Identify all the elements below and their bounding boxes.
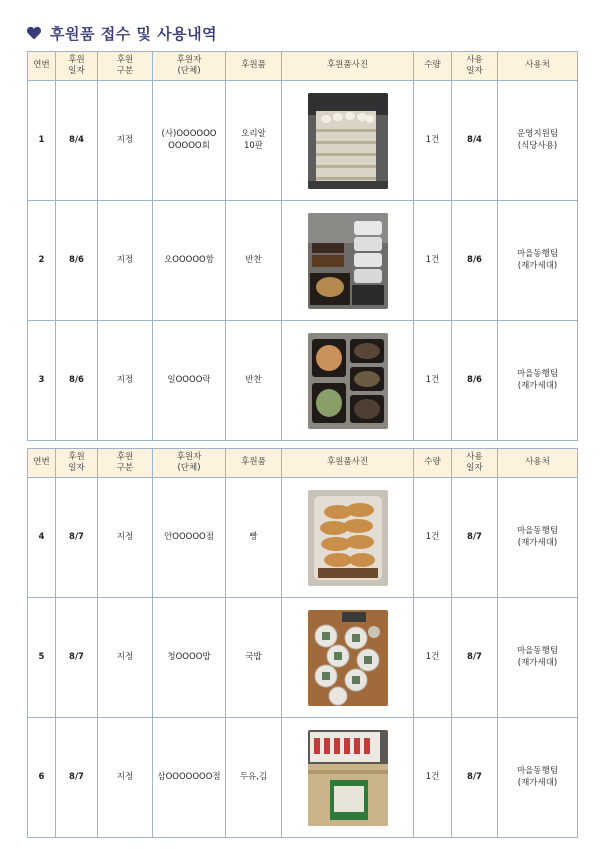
cell-photo <box>282 718 414 838</box>
cell-date: 8/6 <box>56 321 98 441</box>
header-photo: 후원품사진 <box>282 449 414 478</box>
cell-item: 오리알 10판 <box>226 81 282 201</box>
cell-usage: 마을동행팀 (재가세대) <box>498 478 578 598</box>
page-title-bar <box>26 22 217 44</box>
cell-type: 지정 <box>98 718 153 838</box>
header-donor: 후원자 (단체) <box>153 449 226 478</box>
cell-type: 지정 <box>98 81 153 201</box>
table-row <box>28 81 578 201</box>
cell-type: 지정 <box>98 201 153 321</box>
soymilk-seaweed-boxes-photo <box>308 730 388 826</box>
page-title: 후원품 접수 및 사용내역 <box>50 24 218 43</box>
cell-photo <box>282 598 414 718</box>
cell-qty: 1건 <box>414 81 452 201</box>
cell-donor: 오OOOOO함 <box>153 201 226 321</box>
header-usage: 사용처 <box>498 52 578 81</box>
cell-donor: 청OOOO밥 <box>153 598 226 718</box>
cell-type: 지정 <box>98 598 153 718</box>
cell-date: 8/6 <box>56 201 98 321</box>
cell-donor: 안OOOOO점 <box>153 478 226 598</box>
cell-seq: 6 <box>28 718 56 838</box>
cell-use-date: 8/7 <box>452 598 498 718</box>
cell-qty: 1건 <box>414 478 452 598</box>
header-seq: 연번 <box>28 449 56 478</box>
cell-usage: 마을동행팀 (재가세대) <box>498 598 578 718</box>
heart-icon <box>26 25 42 41</box>
cell-use-date: 8/7 <box>452 478 498 598</box>
header-type: 후원 구분 <box>98 52 153 81</box>
cell-seq: 2 <box>28 201 56 321</box>
table-header-row <box>28 449 578 478</box>
cell-usage: 마을동행팀 (재가세대) <box>498 718 578 838</box>
cell-item: 반찬 <box>226 201 282 321</box>
cell-donor: 일OOOO락 <box>153 321 226 441</box>
header-item: 후원품 <box>226 449 282 478</box>
table-header-row <box>28 52 578 81</box>
table-row <box>28 321 578 441</box>
header-qty: 수량 <box>414 449 452 478</box>
side-dish-boxes-photo <box>308 333 388 429</box>
gukbap-containers-photo <box>308 610 388 706</box>
cell-date: 8/7 <box>56 718 98 838</box>
header-usage: 사용처 <box>498 449 578 478</box>
donation-table-1 <box>27 51 578 441</box>
cell-seq: 1 <box>28 81 56 201</box>
cell-item: 반찬 <box>226 321 282 441</box>
cell-donor: (사)OOOOOO OOOOO회 <box>153 81 226 201</box>
cell-date: 8/7 <box>56 478 98 598</box>
cell-qty: 1건 <box>414 321 452 441</box>
cell-item: 두유,김 <box>226 718 282 838</box>
donation-table-2 <box>27 448 578 838</box>
cell-date: 8/7 <box>56 598 98 718</box>
cell-seq: 4 <box>28 478 56 598</box>
cell-qty: 1건 <box>414 598 452 718</box>
cell-type: 지정 <box>98 321 153 441</box>
egg-trays-photo <box>308 93 388 189</box>
cell-seq: 3 <box>28 321 56 441</box>
header-type: 후원 구분 <box>98 449 153 478</box>
header-use-date: 사용 일자 <box>452 449 498 478</box>
header-date: 후원 일자 <box>56 449 98 478</box>
cell-usage: 운영지원팀 (식당사용) <box>498 81 578 201</box>
cell-donor: 삼OOOOOOO점 <box>153 718 226 838</box>
cell-qty: 1건 <box>414 201 452 321</box>
bread-bag-photo <box>308 490 388 586</box>
header-use-date: 사용 일자 <box>452 52 498 81</box>
cell-usage: 마을동행팀 (재가세대) <box>498 321 578 441</box>
cell-item: 빵 <box>226 478 282 598</box>
cell-photo <box>282 478 414 598</box>
header-date: 후원 일자 <box>56 52 98 81</box>
table-row <box>28 201 578 321</box>
cell-date: 8/4 <box>56 81 98 201</box>
cell-use-date: 8/7 <box>452 718 498 838</box>
header-seq: 연번 <box>28 52 56 81</box>
table-row <box>28 598 578 718</box>
cell-use-date: 8/6 <box>452 321 498 441</box>
cell-seq: 5 <box>28 598 56 718</box>
table-row <box>28 478 578 598</box>
header-donor: 후원자 (단체) <box>153 52 226 81</box>
cell-photo <box>282 201 414 321</box>
cell-item: 국밥 <box>226 598 282 718</box>
table-row <box>28 718 578 838</box>
cell-photo <box>282 321 414 441</box>
cell-type: 지정 <box>98 478 153 598</box>
cell-qty: 1건 <box>414 718 452 838</box>
cell-use-date: 8/4 <box>452 81 498 201</box>
header-item: 후원품 <box>226 52 282 81</box>
side-dish-containers-photo <box>308 213 388 309</box>
cell-photo <box>282 81 414 201</box>
cell-usage: 마을동행팀 (재가세대) <box>498 201 578 321</box>
header-qty: 수량 <box>414 52 452 81</box>
header-photo: 후원품사진 <box>282 52 414 81</box>
cell-use-date: 8/6 <box>452 201 498 321</box>
